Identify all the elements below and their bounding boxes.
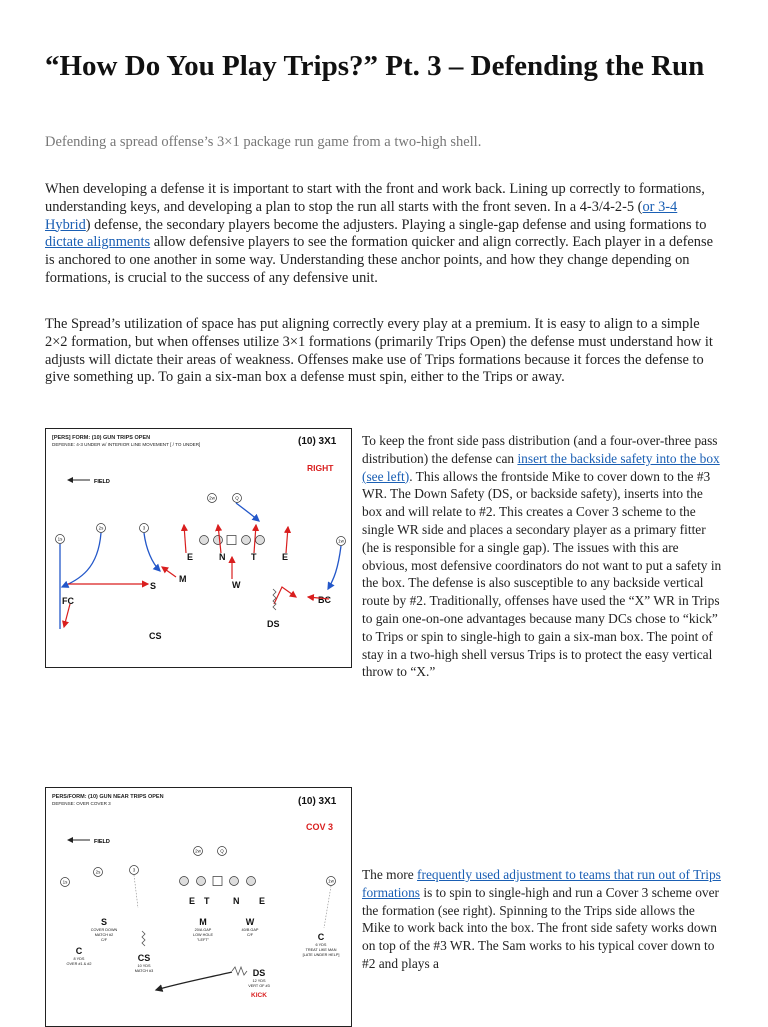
paragraph-spread: The Spread’s utilization of space has put aligning correctly every play at a premium. It is easy to align to a simple 2×2 formation, but when offenses utilize 3×1 formations (primarily Trips Open) the defense must understand how it adjusts will dictate their areas of weakness. Offenses make use of Trips formations because it forces the defense to give something up. To gain a six-man box a defense must spin, either to the Trips or away. (45, 316, 713, 386)
d2-tag: COV 3 (306, 822, 334, 832)
paragraph-intro (45, 181, 725, 288)
d2-c1: C (75, 946, 83, 956)
d2-cs-note2: MATCH #3 (134, 969, 154, 973)
d1-t: T (251, 552, 257, 562)
d1-tag: RIGHT (307, 463, 334, 473)
d2-wr-2s-label: 2s (95, 869, 101, 875)
d2-n: N (233, 896, 240, 906)
paragraph-backside-safety (362, 432, 724, 681)
d2-c1-note2: OVER #1 & #2 (66, 962, 92, 966)
d1-move-ds (274, 587, 296, 604)
d1-label: (10) 3X1 (298, 436, 337, 447)
d2-s-note1: COVER DOWN (90, 928, 118, 932)
d2-qb-label: Q (220, 848, 224, 854)
d1-w: W (232, 580, 241, 590)
d2-wr-1s-label: 1s (62, 879, 68, 885)
d1-wr-1w-label: 1w (338, 538, 344, 544)
d1-header-1: [PERS] FORM: (10) GUN TRIPS OPEN (52, 435, 151, 441)
d2-kick: KICK (251, 992, 267, 999)
d1-wr-2w-label: 2w (209, 495, 215, 501)
d2-s: S (100, 917, 108, 927)
d1-bc: BC (318, 595, 331, 605)
d2-c2: C (317, 932, 325, 942)
d2-cs: CS (137, 953, 151, 963)
d1-route-3 (144, 533, 160, 571)
d2-label: (10) 3X1 (298, 796, 337, 807)
d1-e1: E (187, 552, 194, 562)
d2-e2: E (259, 896, 266, 906)
p1-text-1: When developing a defense it is important to start with the front and work back. Lining up correctly to formations, understanding keys, and developing a plan to stop the run all starts with the front seven. In a 4-3/4-2-5 ( (45, 181, 705, 215)
d1-move-e1 (184, 525, 186, 553)
d2-ds: DS (252, 968, 266, 978)
d1-cs: CS (149, 631, 162, 641)
p3-text-2: . This allows the frontside Mike to cover down to the #3 WR. The Down Safety (DS, or backside safety), inserts into the box and will relate to #2. This creates a Cover 3 scheme to the single WR side and places a secondary player as a primary fitter (he is responsible for a single gap). The issues with this are obvious, most defensive coordinators do not want to put a safety in the box. The defense is also susceptible to any backside vertical route by #2. Traditionally, offenses have used the “X” WR in Trips to gain one-on-one advantages because many DCs chose to “kick” to Trips or spin to single-high to gain a six-man box. The point of stay in a two-high shell versus Trips is to protect the easy vertical throw to “X.” (362, 468, 722, 680)
d2-s-note3: C/F (100, 938, 108, 942)
d2-cs-zigzag (142, 931, 145, 946)
d1-move-e2 (286, 527, 288, 553)
d2-m-note1: 20/A GAP (194, 928, 212, 932)
d2-wr-2w-label: 2w (195, 848, 201, 854)
link-insert-backside-safety[interactable]: insert the backside safety into the box (see left) (362, 450, 720, 484)
d2-c2-note2: TREAT LIKE MAN (305, 948, 337, 952)
link-frequently-used-adjustment[interactable]: frequently used adjustment to teams that run out of Trips formations (362, 867, 721, 900)
d1-fc: FC (62, 596, 74, 606)
d2-t: T (204, 896, 210, 906)
p1-text-3: allow defensive players to see the formation quicker and align correctly. Each player in a defense is anchored to one another in some way. Understanding these anchor points, and how they change depending on formations, is crucial to the success of any defensive unit. (45, 234, 713, 286)
d2-c2-note3: [LATE UNDER HELP] (302, 953, 340, 957)
d2-guide-3 (134, 875, 138, 908)
d2-wr-3-label: 3 (132, 867, 136, 873)
d1-field: FIELD (94, 479, 110, 485)
d1-route-2s (62, 533, 101, 587)
d1-qb-label: Q (235, 495, 239, 501)
d2-kick-route (156, 972, 232, 990)
d2-cs-note1: 10 YDS (137, 964, 151, 968)
d2-field: FIELD (94, 839, 110, 845)
d1-m: M (179, 574, 187, 584)
d1-s: S (150, 581, 157, 591)
diagram-cover-3 (45, 787, 352, 1027)
d2-s-note2: MATCH #2 (94, 933, 114, 937)
diagram-trips-open (45, 428, 352, 668)
p4-text-1: The more (362, 867, 418, 882)
d1-header-2: DEFENSE: 4-3 UNDER w/ INTERIOR LINE MOVEMENT [ / TO UNDER] (52, 442, 201, 447)
link-dictate-alignments[interactable]: dictate alignments (45, 234, 151, 251)
p3-text-1: To keep the front side pass distribution (and a four-over-three pass distribution) the defense can (362, 433, 718, 466)
d1-wr-3-label: 3 (142, 525, 146, 531)
d2-ds-note1: 12 YDS (252, 979, 266, 983)
d1-wr-1s-label: 1s (57, 536, 63, 542)
p4-text-2: is to spin to single-high and run a Cover 3 scheme over the formation (see right). Spinning to the Trips side allows the Mike to work back into the box. The front side safety works down on top of the #3 WR. The Sam works to his typical cover down to #2 and plays a (362, 884, 720, 971)
d1-route-qb (236, 503, 259, 521)
article-title: “How Do You Play Trips?” Pt. 3 – Defending the Run (45, 50, 705, 82)
d1-ds: DS (267, 619, 280, 629)
d2-offensive-line (180, 877, 256, 886)
d2-wr-1w-label: 1w (328, 878, 334, 884)
d2-w-note2: C/F (246, 933, 254, 937)
d2-c1-note1: 8 YDS (73, 957, 85, 961)
d2-guide-1w (324, 886, 331, 928)
d1-route-1w (328, 546, 341, 589)
paragraph-single-high (362, 866, 724, 973)
link-3-4-hybrid[interactable]: or 3-4 Hybrid (45, 198, 678, 233)
d1-e2: E (282, 552, 289, 562)
article-subtitle: Defending a spread offense’s 3×1 package run game from a two-high shell. (45, 134, 482, 150)
d2-w: W (245, 917, 255, 927)
d2-m: M (199, 917, 207, 927)
d1-n: N (219, 552, 226, 562)
d1-move-m (162, 567, 176, 577)
d2-w-note1: 40/B GAP (241, 928, 259, 932)
d2-c2-note1: 6 YDS (315, 943, 327, 947)
d1-move-fc (64, 604, 70, 627)
d2-ds-note2: VERT OF #3 (248, 984, 270, 988)
d2-m-note2: LOW HOLE (192, 933, 214, 937)
d2-header-2: DEFENSE: OVER COVER 3 (52, 801, 111, 806)
p1-text-2: ) defense, the secondary players become the adjusters. Playing a single-gap defense and using formations to (85, 216, 707, 233)
d1-wr-2s-label: 2s (98, 525, 104, 531)
d2-m-note3: "LEFT" (197, 938, 209, 942)
d2-e1: E (189, 896, 196, 906)
d2-ds-zigzag (232, 967, 247, 975)
d2-header-1: PERS/FORM: (10) GUN NEAR TRIPS OPEN (52, 794, 164, 800)
